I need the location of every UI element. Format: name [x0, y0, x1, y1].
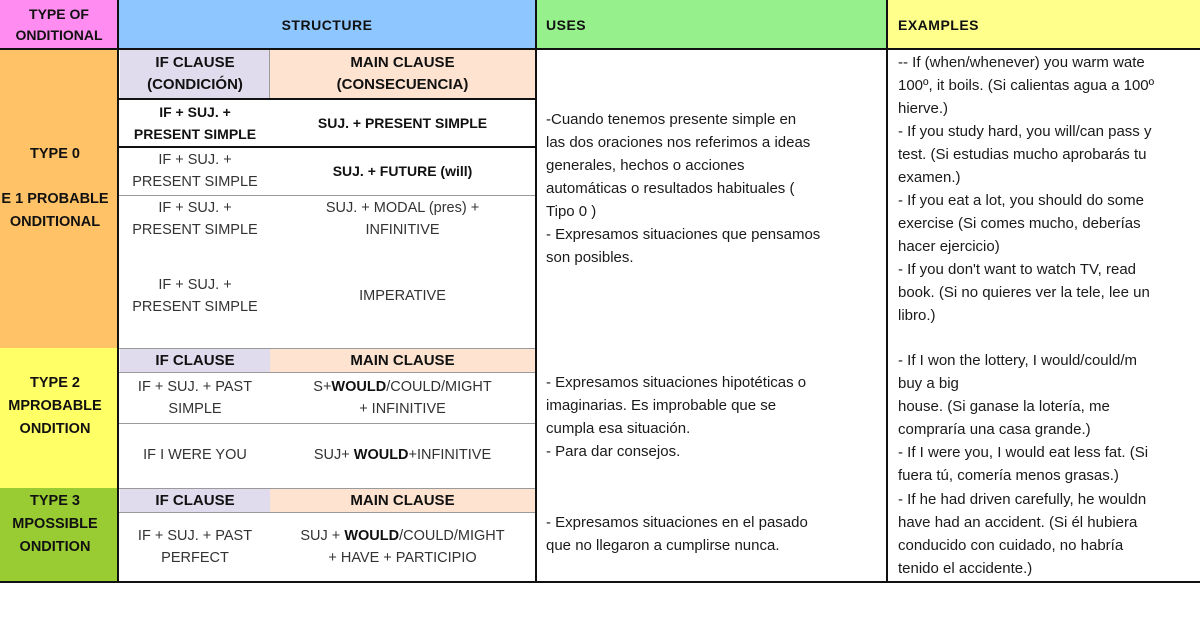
type0-uses-line: son posibles. [546, 249, 634, 266]
examples-header-label: EXAMPLES [898, 16, 980, 33]
examples-header [898, 0, 1198, 49]
type3-example-line: have had an accident. (Si él hubiera [898, 514, 1138, 531]
structure-header [118, 0, 536, 49]
type0-row4-main [270, 248, 535, 344]
type3-example-line: - If he had driven carefully, he wouldn [898, 491, 1147, 508]
type2-row2-if [120, 424, 270, 486]
type2-row1-if-line1: IF + SUJ. + PAST [137, 379, 253, 395]
type3-label-line1: TYPE 3 [30, 492, 80, 509]
type0-example-line: hierve.) [898, 100, 949, 117]
type3-row1-if [120, 514, 270, 580]
type2-main-header-label: MAIN CLAUSE [350, 352, 455, 369]
type0-header-row-border [119, 98, 535, 100]
type3-header-bottom-border [119, 512, 535, 513]
type2-row1-main-line2: + INFINITIVE [359, 401, 446, 417]
type0-row1-if [120, 100, 270, 146]
type-header-line1: TYPE OF [29, 5, 89, 22]
type0-row2-main [270, 148, 535, 194]
type2-row1-main-would: WOULD [331, 379, 387, 395]
type2-row2-main [270, 424, 535, 486]
type0-label-line1: TYPE 0 [30, 145, 80, 162]
type2-top-border [119, 348, 535, 349]
type0-example-line: 100º, it boils. (Si calientas agua a 100º [898, 77, 1155, 94]
type2-uses [546, 371, 882, 463]
type0-example-line: -- If (when/whenever) you warm wate [898, 54, 1145, 71]
uses-header [546, 0, 846, 49]
type0-example-line: exercise (Si comes mucho, deberías [898, 215, 1141, 232]
type2-label-line2: MPROBABLE [8, 397, 102, 414]
type3-uses-line: que no llegaron a cumplirse nunca. [546, 537, 780, 554]
type0-clause-divider [269, 50, 270, 98]
table-bottom-border [0, 581, 1200, 583]
type3-label-line3: ONDITION [19, 538, 91, 555]
type0-row3-main-line2: INFINITIVE [365, 222, 440, 238]
type0-row4-if [120, 248, 270, 344]
type2-row1-if [120, 374, 270, 422]
type0-example-line: - If you don't want to watch TV, read [898, 261, 1137, 278]
type2-row2-main-would: WOULD [353, 447, 409, 463]
type0-example-line: examen.) [898, 169, 961, 186]
type0-if-header-line2: (CONDICIÓN) [147, 76, 243, 93]
type2-example-line: - If I won the lottery, I would/could/m [898, 352, 1137, 369]
type2-uses-line: - Expresamos situaciones hipotéticas o [546, 374, 807, 391]
type0-main-header-line1: MAIN CLAUSE [350, 54, 455, 71]
type3-row1-main-line2: + HAVE + PARTICIPIO [328, 550, 477, 566]
type2-row2-main-line1 [314, 444, 491, 466]
col-border-2 [535, 0, 537, 583]
header-bottom-border [0, 48, 1200, 50]
type2-example-line: house. (Si ganase la lotería, me [898, 398, 1110, 415]
type0-uses [546, 108, 882, 269]
type2-row1-border [119, 423, 535, 424]
type3-row1-main-pre: SUJ + [300, 528, 345, 544]
type0-row4-main-line1: IMPERATIVE [359, 288, 446, 304]
type2-uses-line: cumpla esa situación. [546, 420, 691, 437]
type3-example-line: tenido el accidente.) [898, 560, 1033, 577]
type2-uses-line: imaginarias. Es improbable que se [546, 397, 777, 414]
type0-if-header-line1: IF CLAUSE [155, 54, 235, 71]
type2-examples [898, 349, 1200, 487]
type0-label-line3: ONDITIONAL [9, 213, 101, 230]
type0-uses-line: -Cuando tenemos presente simple en [546, 111, 797, 128]
type0-example-line: hacer ejercicio) [898, 238, 1000, 255]
type0-row1-border [119, 146, 535, 148]
type2-example-line: - If I were you, I would eat less fat. (Si [898, 444, 1149, 461]
type2-header-bottom-border [119, 372, 535, 373]
type0-example-line: - If you study hard, you will/can pass y [898, 123, 1152, 140]
type0-main-clause-header [270, 50, 535, 98]
type2-row2-main-post: +INFINITIVE [408, 447, 492, 463]
type3-main-header-label: MAIN CLAUSE [350, 492, 455, 509]
type2-example-line: buy a big [898, 375, 959, 392]
type2-if-header-label: IF CLAUSE [155, 352, 235, 369]
type2-row1-main-pre: S+ [313, 379, 332, 395]
type0-row1-if-line2: PRESENT SIMPLE [133, 126, 257, 142]
type2-row1-main-line1 [313, 376, 491, 398]
type0-example-line: - If you eat a lot, you should do some [898, 192, 1144, 209]
type3-uses-line: - Expresamos situaciones en el pasado [546, 514, 808, 531]
col-border-3 [886, 0, 888, 583]
type3-row1-if-line2: PERFECT [161, 550, 229, 566]
type2-row2-if-line1: IF I WERE YOU [143, 447, 247, 463]
type0-main-header-line2: (CONSECUENCIA) [336, 76, 469, 93]
type0-row3-if [120, 196, 270, 242]
type0-row2-if-line2: PRESENT SIMPLE [132, 174, 258, 190]
type3-example-line: conducido con cuidado, no habría [898, 537, 1124, 554]
type2-main-clause-header [270, 349, 535, 372]
type2-example-line: compraría una casa grande.) [898, 421, 1091, 438]
type0-label-line2: E 1 PROBABLE [1, 190, 109, 207]
type0-row1-main-line1: SUJ. + PRESENT SIMPLE [317, 115, 488, 131]
type-header-line2: ONDITIONAL [15, 26, 103, 43]
type0-examples [898, 51, 1200, 327]
uses-header-label: USES [546, 16, 587, 33]
type3-main-clause-header [270, 489, 535, 512]
type3-examples [898, 488, 1200, 580]
type0-example-line: libro.) [898, 307, 936, 324]
type3-row1-main-post: /COULD/MIGHT [399, 528, 505, 544]
type0-if-clause-header [120, 50, 270, 98]
type3-row1-main-line1 [300, 525, 504, 547]
type2-row2-main-pre: SUJ+ [313, 447, 354, 463]
type0-row3-main [270, 196, 535, 242]
type0-uses-line: - Expresamos situaciones que pensamos [546, 226, 821, 243]
type3-if-header-label: IF CLAUSE [155, 492, 235, 509]
type0-row3-main-line1: SUJ. + MODAL (pres) + [325, 200, 480, 216]
type0-row2-if [120, 148, 270, 194]
type3-label-line2: MPOSSIBLE [12, 515, 98, 532]
structure-header-label: STRUCTURE [281, 16, 373, 33]
type3-row1-main-would: WOULD [344, 528, 400, 544]
type0-row4-if-line2: PRESENT SIMPLE [132, 299, 258, 315]
type0-row1-main [270, 100, 535, 146]
type2-label-line1: TYPE 2 [30, 374, 80, 391]
type0-row2-main-line1: SUJ. + FUTURE (will) [332, 163, 473, 179]
type3-row1-if-line1: IF + SUJ. + PAST [137, 528, 253, 544]
type0-uses-line: las dos oraciones nos referimos a ideas [546, 134, 811, 151]
type3-top-border [119, 488, 535, 489]
type0-row3-if-line1: IF + SUJ. + [158, 200, 232, 216]
type0-uses-line: Tipo 0 ) [546, 203, 597, 220]
type0-row2-if-line1: IF + SUJ. + [158, 152, 232, 168]
type0-row4-if-line1: IF + SUJ. + [158, 277, 232, 293]
type-of-conditional-header [0, 0, 118, 49]
type2-label-line3: ONDITION [19, 420, 91, 437]
type0-row3-if-line2: PRESENT SIMPLE [132, 222, 258, 238]
type0-uses-line: generales, hechos o acciones [546, 157, 745, 174]
type3-uses [546, 511, 882, 557]
type0-example-line: book. (Si no quieres ver la tele, lee un [898, 284, 1150, 301]
type3-if-clause-header [120, 489, 270, 512]
type0-uses-line: automáticas o resultados habituales ( [546, 180, 795, 197]
type2-if-clause-header [120, 349, 270, 372]
type2-row1-if-line2: SIMPLE [168, 401, 222, 417]
type0-example-line: test. (Si estudias mucho aprobarás tu [898, 146, 1147, 163]
type2-uses-line: - Para dar consejos. [546, 443, 681, 460]
col-border-1 [117, 0, 119, 583]
type2-row1-main-post: /COULD/MIGHT [386, 379, 492, 395]
type0-row1-if-line1: IF + SUJ. + [159, 104, 231, 120]
type3-row1-main [270, 514, 535, 580]
type0-row2-border [119, 195, 535, 196]
type2-example-line: fuera tú, comería menos grasas.) [898, 467, 1119, 484]
type2-row1-main [270, 374, 535, 422]
